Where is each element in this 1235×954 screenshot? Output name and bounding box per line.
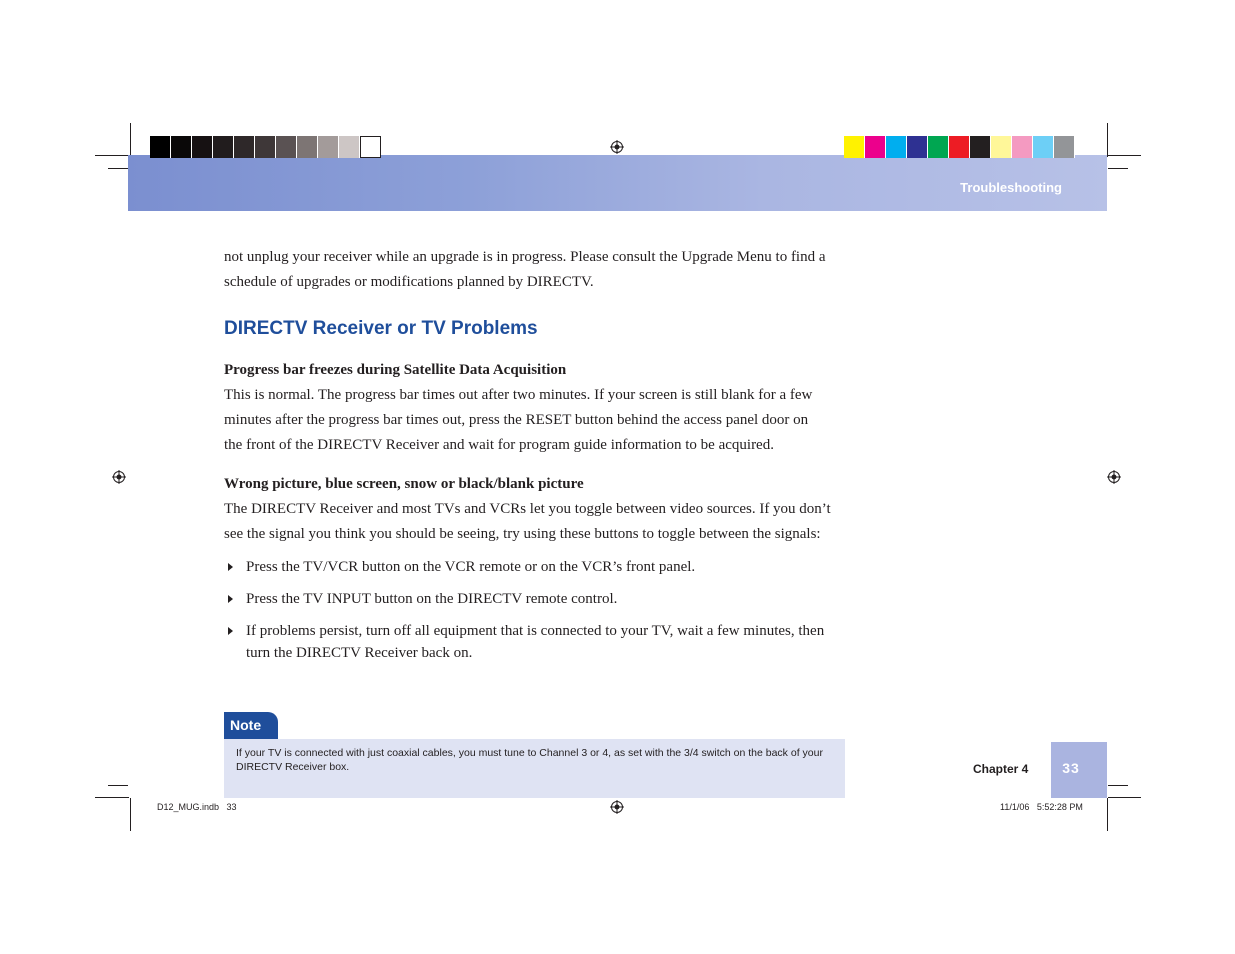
color-swatch <box>255 136 276 158</box>
bullet-arrow-icon <box>228 595 233 603</box>
problem-heading: Progress bar freezes during Satellite Data Acquisition <box>224 362 567 378</box>
color-swatch <box>192 136 213 158</box>
color-swatch <box>928 136 949 158</box>
color-swatch <box>150 136 171 158</box>
crop-mark <box>130 123 131 157</box>
color-swatch <box>949 136 970 158</box>
color-swatch <box>844 136 865 158</box>
crop-mark <box>1108 797 1141 798</box>
color-swatch <box>213 136 234 158</box>
crop-mark <box>108 168 128 169</box>
color-swatch <box>1012 136 1033 158</box>
text-line: the front of the DIRECTV Receiver and wait for program guide information to be acquired. <box>224 437 774 453</box>
page-number: 33 <box>1062 760 1080 776</box>
color-swatch <box>1033 136 1054 158</box>
crop-mark <box>1107 123 1108 157</box>
note-label: Note <box>230 717 262 733</box>
chapter-label: Chapter 4 <box>973 762 1029 776</box>
running-header: Troubleshooting <box>960 180 1062 195</box>
color-swatch <box>234 136 255 158</box>
bullet-arrow-icon <box>228 627 233 635</box>
color-swatch <box>339 136 360 158</box>
text-line: schedule of upgrades or modifications planned by DIRECTV. <box>224 274 594 290</box>
color-swatch <box>297 136 318 158</box>
bullet-text: Press the TV INPUT button on the DIRECTV remote control. <box>246 591 618 607</box>
registration-mark-icon <box>1107 470 1121 484</box>
registration-mark-icon <box>112 470 126 484</box>
note-text: If your TV is connected with just coaxial cables, you must tune to Channel 3 or 4, as set with the 3/4 switch on the back of your DIRECTV Receiver box. <box>236 747 823 773</box>
bullet-text: If problems persist, turn off all equipment that is connected to your TV, wait a few minutes, then turn the DIRECTV Receiver back on. <box>246 623 825 661</box>
section-title: DIRECTV Receiver or TV Problems <box>224 318 538 339</box>
color-swatch <box>1054 136 1075 158</box>
crop-mark <box>130 798 131 831</box>
section-heading <box>224 318 538 340</box>
color-swatch <box>318 136 339 158</box>
color-swatch <box>907 136 928 158</box>
text-line: see the signal you think you should be seeing, try using these buttons to toggle between the signals: <box>224 526 821 542</box>
bullet-item <box>228 620 828 664</box>
color-swatch <box>970 136 991 158</box>
crop-mark <box>1107 798 1108 831</box>
text-line: This is normal. The progress bar times out after two minutes. If your screen is still blank for a few <box>224 387 813 403</box>
process-color-bar <box>844 136 1075 158</box>
crop-mark <box>108 785 128 786</box>
slug-date: 11/1/06 5:52:28 PM <box>1000 802 1083 812</box>
text-line: not unplug your receiver while an upgrade is in progress. Please consult the Upgrade Menu to find a <box>224 249 826 265</box>
text-line: minutes after the progress bar times out, press the RESET button behind the access panel door on <box>224 412 809 428</box>
problem-wrong-picture <box>224 472 844 547</box>
intro-paragraph <box>224 245 844 295</box>
bullet-item <box>228 588 828 610</box>
problem-progress-bar <box>224 358 844 458</box>
crop-mark <box>95 797 129 798</box>
registration-mark-icon <box>610 140 624 154</box>
color-swatch <box>865 136 886 158</box>
note-tab <box>224 712 278 739</box>
crop-mark <box>95 155 129 156</box>
page-number-box <box>1051 742 1107 798</box>
crop-mark <box>1108 168 1128 169</box>
registration-mark-icon <box>610 800 624 814</box>
grayscale-color-bar <box>150 136 381 158</box>
color-swatch <box>886 136 907 158</box>
crop-mark <box>1108 155 1141 156</box>
crop-mark <box>1108 785 1128 786</box>
bullet-item <box>228 556 828 578</box>
text-line: The DIRECTV Receiver and most TVs and VCRs let you toggle between video sources. If you don’t <box>224 501 831 517</box>
bullet-text: Press the TV/VCR button on the VCR remote or on the VCR’s front panel. <box>246 559 696 575</box>
color-swatch <box>171 136 192 158</box>
color-swatch <box>991 136 1012 158</box>
bullet-arrow-icon <box>228 563 233 571</box>
slug-file: D12_MUG.indb 33 <box>157 802 237 812</box>
color-swatch <box>276 136 297 158</box>
problem-heading: Wrong picture, blue screen, snow or black/blank picture <box>224 476 584 492</box>
note-box <box>224 739 845 798</box>
color-swatch <box>360 136 381 158</box>
